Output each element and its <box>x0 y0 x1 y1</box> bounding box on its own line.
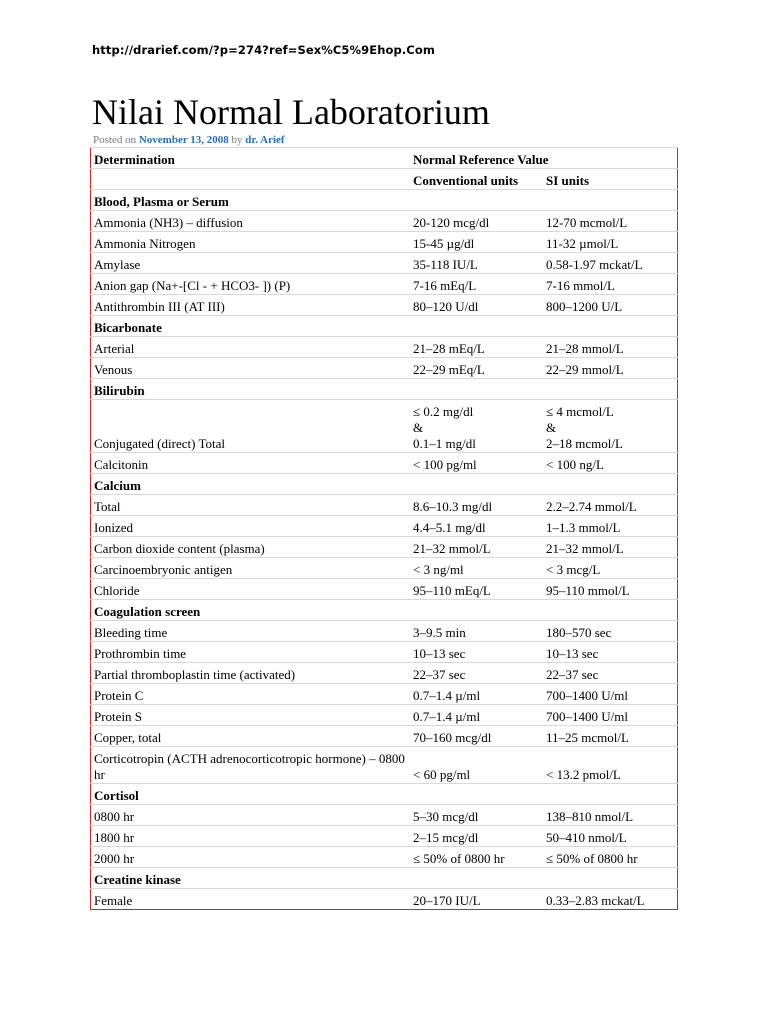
section-title: Creatine kinase <box>91 868 411 889</box>
table-row <box>91 663 678 684</box>
conventional-cell: 0.7–1.4 µ/ml <box>410 684 543 705</box>
page-title: Nilai Normal Laboratorium <box>92 92 490 132</box>
si-cell: 11-32 µmol/L <box>543 232 678 253</box>
si-cell: 50–410 nmol/L <box>543 826 678 847</box>
section-row <box>91 868 678 889</box>
table-row <box>91 274 678 295</box>
conventional-cell-line: & <box>413 420 424 435</box>
determination-cell: Carbon dioxide content (plasma) <box>91 537 411 558</box>
determination-cell: Ammonia Nitrogen <box>91 232 411 253</box>
si-cell: < 3 mcg/L <box>543 558 678 579</box>
post-date-link[interactable]: November 13, 2008 <box>138 134 229 146</box>
conventional-cell: ≤ 50% of 0800 hr <box>410 847 543 868</box>
table-row <box>91 537 678 558</box>
si-cell: 21–32 mmol/L <box>543 537 678 558</box>
conventional-cell <box>410 400 543 453</box>
header-determination: Determination <box>91 148 411 169</box>
section-title: Bicarbonate <box>91 316 411 337</box>
section-row <box>91 190 678 211</box>
section-empty-conv <box>410 316 543 337</box>
table-row <box>91 453 678 474</box>
determination-cell: Antithrombin III (AT III) <box>91 295 411 316</box>
si-cell: 10–13 sec <box>543 642 678 663</box>
si-cell: 2.2–2.74 mmol/L <box>543 495 678 516</box>
table-row <box>91 847 678 868</box>
conventional-cell: 0.7–1.4 µ/ml <box>410 705 543 726</box>
table-row <box>91 805 678 826</box>
source-url: http://drarief.com/?p=274?ref=Sex%C5%9Ehop.Com <box>92 43 435 57</box>
section-title: Bilirubin <box>91 379 411 400</box>
conventional-cell: 95–110 mEq/L <box>410 579 543 600</box>
table-row <box>91 705 678 726</box>
table-subheader-row <box>91 169 678 190</box>
table-row <box>91 826 678 847</box>
header-conventional-units: Conventional units <box>410 169 543 190</box>
table-row <box>91 337 678 358</box>
determination-cell: Anion gap (Na+-[Cl - + HCO3- ]) (P) <box>91 274 411 295</box>
si-cell: 700–1400 U/ml <box>543 705 678 726</box>
si-cell: 0.58-1.97 mckat/L <box>543 253 678 274</box>
si-cell: 0.33–2.83 mckat/L <box>543 889 678 910</box>
conventional-cell-line: ≤ 0.2 mg/dl <box>413 404 474 419</box>
section-row <box>91 316 678 337</box>
section-row <box>91 474 678 495</box>
section-title: Coagulation screen <box>91 600 411 621</box>
post-meta <box>93 134 285 146</box>
section-row <box>91 784 678 805</box>
table-row <box>91 253 678 274</box>
conventional-cell: < 100 pg/ml <box>410 453 543 474</box>
determination-cell: Partial thromboplastin time (activated) <box>91 663 411 684</box>
table-row <box>91 889 678 910</box>
section-row <box>91 600 678 621</box>
si-cell: ≤ 50% of 0800 hr <box>543 847 678 868</box>
table-row <box>91 516 678 537</box>
conventional-cell: 80–120 U/dl <box>410 295 543 316</box>
section-empty-si <box>543 784 678 805</box>
si-cell-line: ≤ 4 mcmol/L <box>546 404 614 419</box>
conventional-cell: 8.6–10.3 mg/dl <box>410 495 543 516</box>
section-empty-si <box>543 316 678 337</box>
determination-cell: Ionized <box>91 516 411 537</box>
conventional-cell-line: 0.1–1 mg/dl <box>413 436 476 451</box>
header-si-units: SI units <box>543 169 678 190</box>
si-cell: 22–37 sec <box>543 663 678 684</box>
table-row <box>91 747 678 784</box>
section-empty-conv <box>410 379 543 400</box>
table-row <box>91 642 678 663</box>
si-cell: 11–25 mcmol/L <box>543 726 678 747</box>
table-row <box>91 684 678 705</box>
conventional-cell: 20-120 mcg/dl <box>410 211 543 232</box>
si-cell: 21–28 mmol/L <box>543 337 678 358</box>
determination-cell: Calcitonin <box>91 453 411 474</box>
determination-cell: Amylase <box>91 253 411 274</box>
table-row <box>91 232 678 253</box>
determination-cell: 2000 hr <box>91 847 411 868</box>
conventional-cell: < 3 ng/ml <box>410 558 543 579</box>
conventional-cell: 22–29 mEq/L <box>410 358 543 379</box>
section-empty-si <box>543 868 678 889</box>
si-cell: 22–29 mmol/L <box>543 358 678 379</box>
determination-cell: Bleeding time <box>91 621 411 642</box>
conventional-cell: 70–160 mcg/dl <box>410 726 543 747</box>
lab-values-table <box>90 147 678 910</box>
si-cell: 800–1200 U/L <box>543 295 678 316</box>
determination-cell: Conjugated (direct) Total <box>91 400 411 453</box>
determination-cell: Female <box>91 889 411 910</box>
si-cell: < 13.2 pmol/L <box>543 747 678 784</box>
si-cell-line: 2–18 mcmol/L <box>546 436 623 451</box>
author-link[interactable]: dr. Arief <box>245 134 285 146</box>
conventional-cell: 21–32 mmol/L <box>410 537 543 558</box>
section-empty-conv <box>410 784 543 805</box>
section-title: Cortisol <box>91 784 411 805</box>
section-row <box>91 379 678 400</box>
conventional-cell: 3–9.5 min <box>410 621 543 642</box>
determination-cell: 1800 hr <box>91 826 411 847</box>
table-row <box>91 558 678 579</box>
conventional-cell: 15-45 µg/dl <box>410 232 543 253</box>
section-empty-conv <box>410 600 543 621</box>
table-row <box>91 400 678 453</box>
section-title: Blood, Plasma or Serum <box>91 190 411 211</box>
conventional-cell: 20–170 IU/L <box>410 889 543 910</box>
table-header-row <box>91 148 678 169</box>
determination-cell: Copper, total <box>91 726 411 747</box>
si-cell: < 100 ng/L <box>543 453 678 474</box>
determination-cell: Ammonia (NH3) – diffusion <box>91 211 411 232</box>
section-empty-si <box>543 600 678 621</box>
si-cell <box>543 400 678 453</box>
section-empty-conv <box>410 474 543 495</box>
conventional-cell: 5–30 mcg/dl <box>410 805 543 826</box>
determination-cell: 0800 hr <box>91 805 411 826</box>
conventional-cell: 7-16 mEq/L <box>410 274 543 295</box>
conventional-cell: 35-118 IU/L <box>410 253 543 274</box>
conventional-cell: < 60 pg/ml <box>410 747 543 784</box>
determination-cell: Chloride <box>91 579 411 600</box>
conventional-cell: 2–15 mcg/dl <box>410 826 543 847</box>
conventional-cell: 21–28 mEq/L <box>410 337 543 358</box>
table-row <box>91 579 678 600</box>
determination-cell: Total <box>91 495 411 516</box>
si-cell-line: & <box>546 420 557 435</box>
conventional-cell: 4.4–5.1 mg/dl <box>410 516 543 537</box>
section-empty-si <box>543 379 678 400</box>
by-label: by <box>231 134 243 146</box>
conventional-cell: 22–37 sec <box>410 663 543 684</box>
table-row <box>91 358 678 379</box>
si-cell: 7-16 mmol/L <box>543 274 678 295</box>
section-empty-conv <box>410 190 543 211</box>
section-empty-conv <box>410 868 543 889</box>
table-row <box>91 495 678 516</box>
si-cell: 700–1400 U/ml <box>543 684 678 705</box>
conventional-cell: 10–13 sec <box>410 642 543 663</box>
determination-cell: Corticotropin (ACTH adrenocorticotropic hormone) – 0800 hr <box>91 747 411 784</box>
posted-on-label: Posted on <box>93 134 137 146</box>
si-cell: 12-70 mcmol/L <box>543 211 678 232</box>
si-cell: 138–810 nmol/L <box>543 805 678 826</box>
table-row <box>91 211 678 232</box>
determination-cell: Carcinoembryonic antigen <box>91 558 411 579</box>
determination-cell: Arterial <box>91 337 411 358</box>
determination-cell: Prothrombin time <box>91 642 411 663</box>
section-title: Calcium <box>91 474 411 495</box>
header-normal-reference: Normal Reference Value <box>410 148 678 169</box>
table-row <box>91 295 678 316</box>
table-row <box>91 726 678 747</box>
section-empty-si <box>543 190 678 211</box>
determination-cell: Protein S <box>91 705 411 726</box>
si-cell: 180–570 sec <box>543 621 678 642</box>
determination-cell: Venous <box>91 358 411 379</box>
si-cell: 1–1.3 mmol/L <box>543 516 678 537</box>
determination-cell: Protein C <box>91 684 411 705</box>
subheader-empty <box>91 169 411 190</box>
si-cell: 95–110 mmol/L <box>543 579 678 600</box>
table-row <box>91 621 678 642</box>
section-empty-si <box>543 474 678 495</box>
